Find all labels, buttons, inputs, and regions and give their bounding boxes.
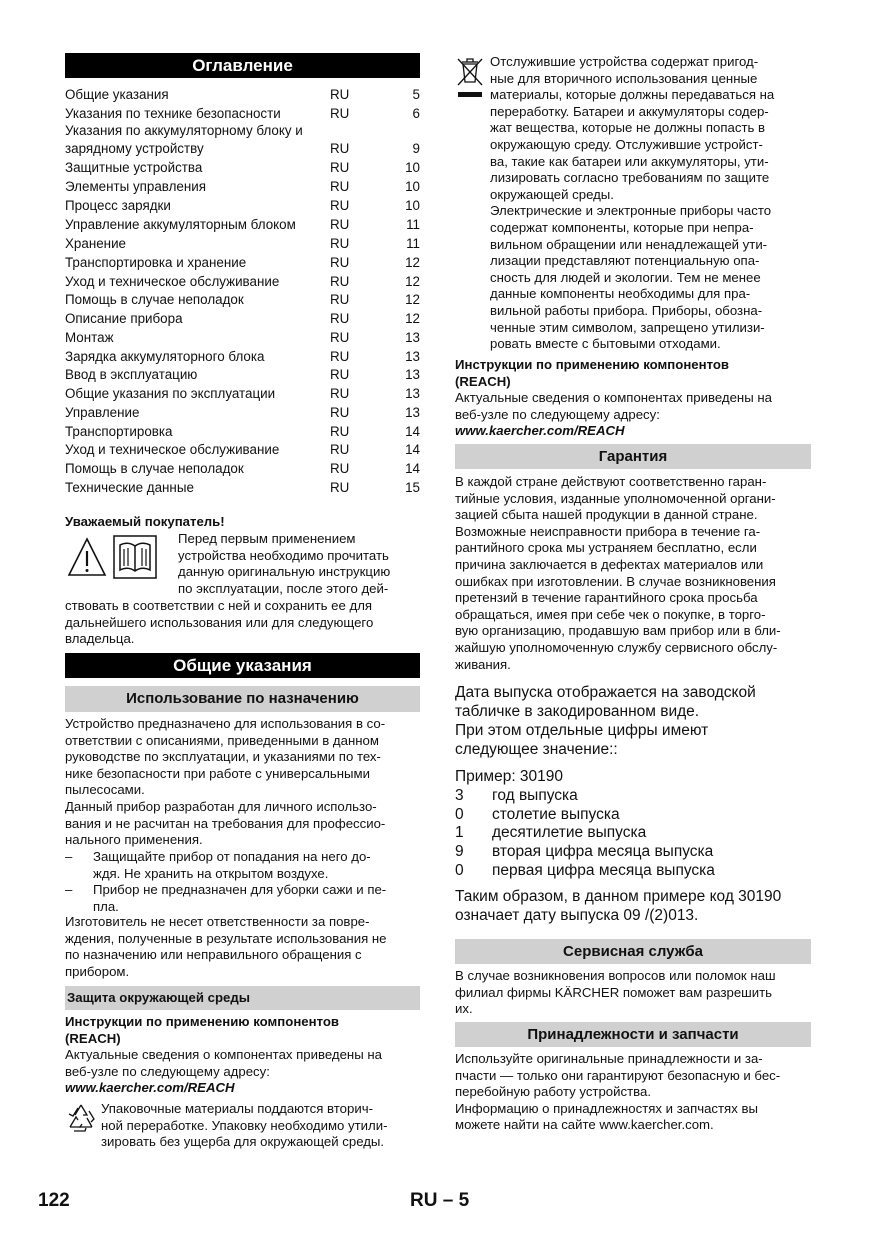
liability-paragraph: Изготовитель не несет ответственности за повре- ждения, полученные в результате использования не по назначению или неправильного обращения с прибором. — [65, 914, 387, 979]
environment-title: Защита окружающей среды — [65, 986, 420, 1010]
date-info-paragraph: Дата выпуска отображается на заводской табличке в закодированном виде. При этом отдельные цифры имеют следующее значение:: — [455, 684, 756, 758]
digit-list: 3 год выпуска 0 столетие выпуска 1 десятилетие выпуска 9 вторая цифра месяца выпуска 0 первая цифра месяца выпуска — [455, 787, 715, 879]
warranty-title: Гарантия — [455, 444, 811, 469]
toc-row[interactable]: Процесс зарядки RU 10 — [65, 198, 420, 213]
toc-row[interactable]: Монтаж RU 13 — [65, 330, 420, 345]
toc-row[interactable]: Зарядка аккумуляторного блока RU 13 — [65, 349, 420, 364]
reach-link[interactable]: www.kaercher.com/REACH — [455, 423, 625, 439]
recycling-icon — [65, 1102, 97, 1134]
customer-intro-full: ствовать в соответствии с ней и сохранить ее для дальнейшего использования или для следующего владельца. — [65, 598, 374, 647]
toc-row[interactable]: Транспортировка и хранение RU 12 — [65, 255, 420, 270]
toc-row[interactable]: Уход и техническое обслуживание RU 14 — [65, 442, 420, 457]
parts-title: Принадлежности и запчасти — [455, 1022, 811, 1047]
example-label: Пример: 30190 — [455, 768, 564, 785]
toc-row[interactable]: Указания по технике безопасности RU 6 — [65, 106, 420, 121]
use-title: Использование по назначению — [65, 686, 420, 712]
service-paragraph: В случае возникновения вопросов или поломок наш филиал фирмы KÄRCHER поможет вам разрешить их. — [455, 968, 776, 1017]
toc-row[interactable]: Уход и техническое обслуживание RU 12 — [65, 274, 420, 289]
packaging-paragraph: Упаковочные материалы поддаются вторич- ной переработке. Упаковку необходимо утили- зировать без ущерба для окружающей среды. — [101, 1101, 388, 1150]
toc-row[interactable]: Элементы управления RU 10 — [65, 179, 420, 194]
toc-row[interactable]: Помощь в случае неполадок RU 12 — [65, 292, 420, 307]
toc-row[interactable]: Общие указания RU 5 — [65, 87, 420, 102]
section-label: RU – 5 — [410, 1190, 470, 1211]
parts-paragraph: Используйте оригинальные принадлежности и за- пчасти — только они гарантируют безопасную и бес- перебойную работу устройства. Информацию о принадлежностях и запчастях вы можете найти на сайте www.kaercher.com. — [455, 1051, 781, 1133]
toc-row[interactable]: Хранение RU 11 — [65, 236, 420, 251]
reach-link[interactable]: www.kaercher.com/REACH — [65, 1080, 235, 1096]
crossed-bin-icon — [455, 54, 485, 100]
warranty-paragraph: В каждой стране действуют соответственно гаран- тийные условия, изданные уполномоченной органи- зацией сбыта нашей продукции в данной стране. Возможные неисправности прибора в течение га- рантийного срока мы устраняем бесплатно, если причина заключается в дефектах материалов или ошибках при изготовлении. В случае возникновения претензий в течение гарантийного срока просьба обращаться, имея при себе чек о покупке, в торго- вую организацию, продавшую вам прибор или в бли- жайшую уполномоченную службу сервисного обслу- живания. — [455, 474, 781, 672]
use-bullets — [65, 849, 422, 915]
manual-book-icon — [113, 535, 157, 579]
toc-row[interactable]: Управление RU 13 — [65, 405, 420, 420]
service-title: Сервисная служба — [455, 939, 811, 964]
general-title: Общие указания — [65, 653, 420, 678]
date-conclusion: Таким образом, в данном примере код 30190 означает дату выпуска 09 /(2)013. — [455, 888, 782, 924]
toc-row[interactable]: Технические данные RU 15 — [65, 480, 420, 495]
customer-intro-indented: Перед первым применением устройства необходимо прочитать данную оригинальную инструкцию по эксплуатации, после этого дей- — [178, 531, 391, 596]
warning-triangle-icon — [67, 537, 107, 579]
toc-row[interactable]: Ввод в эксплуатацию RU 13 — [65, 367, 420, 382]
customer-heading: Уважаемый покупатель! — [65, 514, 225, 529]
use-paragraph: Устройство предназначено для использования в со- ответствии с описаниями, приведенными в данном руководстве по эксплуатации, и указаниями по тех- нике безопасности при работе с универсальными пылесосами. Данный прибор разработан для личного использо- вания и не расчитан на требования для профессио- нального применения. — [65, 716, 386, 848]
toc-row[interactable]: Защитные устройства RU 10 — [65, 160, 420, 175]
toc-list — [65, 85, 420, 505]
toc-row[interactable]: зарядному устройству RU 9 — [65, 141, 420, 156]
toc-row[interactable]: Описание прибора RU 12 — [65, 311, 420, 326]
reach-block-right: Инструкции по применению компонентов (REACH) Актуальные сведения о компонентах приведены на веб-узле по следующему адресу: www.kaercher.com/REACH — [455, 357, 813, 440]
disposal-paragraph: Отслужившие устройства содержат пригод- ные для вторичного использования ценные материалы, которые должны передаваться на переработку. Батареи и аккумуляторы содер- жат вещества, которые не должны попасть в окружающую среду. Отслужившие устройст- ва, такие как батареи или аккумуляторы, ути- лизировать согласно требованиям по защите окружающей среды. Электрические и электронные приборы часто содержат компоненты, которые при непра- вильном обращении или ненадлежащей ути- лизации представляют потенциальную опа- сность для людей и экологии. Тем не менее данные компоненты необходимы для пра- вильной работы прибора. Приборы, обозна- ченные этим символом, запрещено утилизи- ровать вместе с бытовыми отходами. — [490, 54, 775, 352]
list-item: – Прибор не предназначен для уборки сажи и пе- пла. — [65, 882, 387, 914]
toc-row[interactable]: Управление аккумуляторным блоком RU 11 — [65, 217, 420, 232]
toc-row[interactable]: Транспортировка RU 14 — [65, 424, 420, 439]
list-item: – Защищайте прибор от попадания на него до- ждя. Не хранить на открытом воздухе. — [65, 849, 371, 881]
toc-row[interactable]: Помощь в случае неполадок RU 14 — [65, 461, 420, 476]
toc-row[interactable]: Общие указания по эксплуатации RU 13 — [65, 386, 420, 401]
reach-block-left: Инструкции по применению компонентов (REACH) Актуальные сведения о компонентах приведены на веб-узле по следующему адресу: www.kaercher.com/REACH — [65, 1014, 422, 1097]
toc-title: Оглавление — [65, 53, 420, 78]
toc-row[interactable]: Указания по аккумуляторному блоку и — [65, 123, 303, 138]
page-number: 122 — [38, 1190, 70, 1211]
